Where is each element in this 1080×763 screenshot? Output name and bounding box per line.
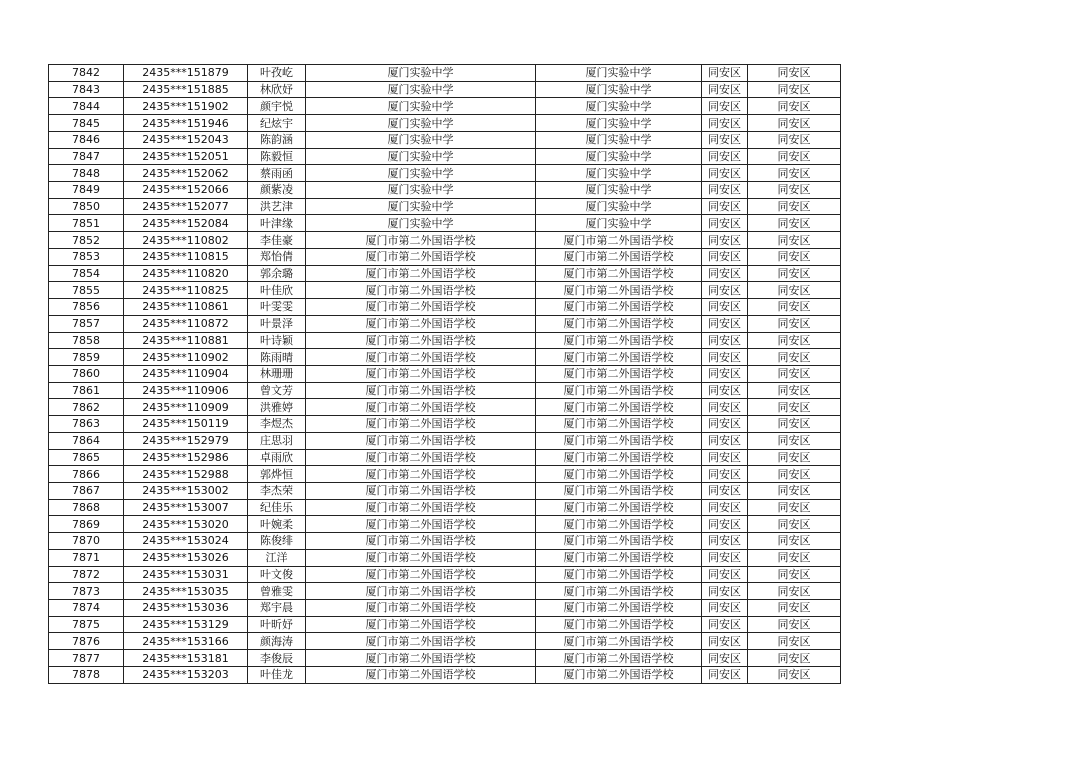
district-cell: 同安区 — [702, 148, 748, 165]
admitted-school-cell: 厦门市第二外国语学校 — [536, 282, 702, 299]
exam-id-cell: 2435***151885 — [124, 81, 248, 98]
school-cell: 厦门市第二外国语学校 — [306, 600, 536, 617]
district-cell: 同安区 — [702, 232, 748, 249]
district-cell: 同安区 — [702, 182, 748, 199]
admitted-school-cell: 厦门市第二外国语学校 — [536, 248, 702, 265]
registered-district-cell: 同安区 — [748, 533, 841, 550]
table-row — [49, 616, 841, 633]
row-number-cell: 7872 — [49, 566, 124, 583]
district-cell: 同安区 — [702, 449, 748, 466]
registered-district-cell: 同安区 — [748, 666, 841, 683]
table-row — [49, 365, 841, 382]
student-name-cell: 叶佳龙 — [248, 666, 306, 683]
registered-district-cell: 同安区 — [748, 549, 841, 566]
student-name-cell: 李杰荣 — [248, 482, 306, 499]
registered-district-cell: 同安区 — [748, 131, 841, 148]
student-name-cell: 叶津缘 — [248, 215, 306, 232]
school-cell: 厦门市第二外国语学校 — [306, 365, 536, 382]
admitted-school-cell: 厦门实验中学 — [536, 81, 702, 98]
registered-district-cell: 同安区 — [748, 65, 841, 82]
table-row — [49, 416, 841, 433]
district-cell: 同安区 — [702, 583, 748, 600]
registered-district-cell: 同安区 — [748, 299, 841, 316]
district-cell: 同安区 — [702, 566, 748, 583]
row-number-cell: 7855 — [49, 282, 124, 299]
row-number-cell: 7847 — [49, 148, 124, 165]
table-row — [49, 499, 841, 516]
student-name-cell: 陈雨晴 — [248, 349, 306, 366]
student-name-cell: 郑宇晨 — [248, 600, 306, 617]
exam-id-cell: 2435***153035 — [124, 583, 248, 600]
student-name-cell: 郭余璐 — [248, 265, 306, 282]
exam-id-cell: 2435***153024 — [124, 533, 248, 550]
student-name-cell: 曾雅雯 — [248, 583, 306, 600]
school-cell: 厦门市第二外国语学校 — [306, 449, 536, 466]
student-name-cell: 江洋 — [248, 549, 306, 566]
student-name-cell: 洪雅婷 — [248, 399, 306, 416]
row-number-cell: 7854 — [49, 265, 124, 282]
admitted-school-cell: 厦门市第二外国语学校 — [536, 416, 702, 433]
district-cell: 同安区 — [702, 215, 748, 232]
admitted-school-cell: 厦门实验中学 — [536, 131, 702, 148]
student-name-cell: 叶婉柔 — [248, 516, 306, 533]
exam-id-cell: 2435***110820 — [124, 265, 248, 282]
row-number-cell: 7853 — [49, 248, 124, 265]
district-cell: 同安区 — [702, 633, 748, 650]
exam-id-cell: 2435***110881 — [124, 332, 248, 349]
row-number-cell: 7877 — [49, 650, 124, 667]
admitted-school-cell: 厦门实验中学 — [536, 115, 702, 132]
admitted-school-cell: 厦门市第二外国语学校 — [536, 365, 702, 382]
admitted-school-cell: 厦门实验中学 — [536, 148, 702, 165]
row-number-cell: 7858 — [49, 332, 124, 349]
admitted-school-cell: 厦门实验中学 — [536, 98, 702, 115]
school-cell: 厦门市第二外国语学校 — [306, 432, 536, 449]
exam-id-cell: 2435***152084 — [124, 215, 248, 232]
student-name-cell: 蔡雨函 — [248, 165, 306, 182]
admitted-school-cell: 厦门市第二外国语学校 — [536, 399, 702, 416]
registered-district-cell: 同安区 — [748, 416, 841, 433]
table-row — [49, 265, 841, 282]
table-row — [49, 198, 841, 215]
admitted-school-cell: 厦门市第二外国语学校 — [536, 315, 702, 332]
exam-id-cell: 2435***110825 — [124, 282, 248, 299]
student-name-cell: 叶景泽 — [248, 315, 306, 332]
school-cell: 厦门市第二外国语学校 — [306, 466, 536, 483]
registered-district-cell: 同安区 — [748, 566, 841, 583]
registered-district-cell: 同安区 — [748, 98, 841, 115]
row-number-cell: 7851 — [49, 215, 124, 232]
student-name-cell: 陈韵涵 — [248, 131, 306, 148]
admitted-school-cell: 厦门实验中学 — [536, 182, 702, 199]
table-row — [49, 466, 841, 483]
row-number-cell: 7871 — [49, 549, 124, 566]
district-cell: 同安区 — [702, 416, 748, 433]
district-cell: 同安区 — [702, 600, 748, 617]
district-cell: 同安区 — [702, 666, 748, 683]
row-number-cell: 7845 — [49, 115, 124, 132]
exam-id-cell: 2435***110904 — [124, 365, 248, 382]
exam-id-cell: 2435***110909 — [124, 399, 248, 416]
table-row — [49, 583, 841, 600]
table-row — [49, 215, 841, 232]
district-cell: 同安区 — [702, 516, 748, 533]
student-name-cell: 李俊辰 — [248, 650, 306, 667]
school-cell: 厦门市第二外国语学校 — [306, 482, 536, 499]
district-cell: 同安区 — [702, 365, 748, 382]
exam-id-cell: 2435***152062 — [124, 165, 248, 182]
table-row — [49, 98, 841, 115]
row-number-cell: 7862 — [49, 399, 124, 416]
exam-id-cell: 2435***153181 — [124, 650, 248, 667]
admitted-school-cell: 厦门市第二外国语学校 — [536, 432, 702, 449]
exam-id-cell: 2435***153031 — [124, 566, 248, 583]
row-number-cell: 7843 — [49, 81, 124, 98]
registered-district-cell: 同安区 — [748, 282, 841, 299]
student-name-cell: 叶昕妤 — [248, 616, 306, 633]
row-number-cell: 7869 — [49, 516, 124, 533]
district-cell: 同安区 — [702, 466, 748, 483]
table-row — [49, 449, 841, 466]
row-number-cell: 7876 — [49, 633, 124, 650]
row-number-cell: 7859 — [49, 349, 124, 366]
registered-district-cell: 同安区 — [748, 182, 841, 199]
exam-id-cell: 2435***153036 — [124, 600, 248, 617]
student-name-cell: 郭烨恒 — [248, 466, 306, 483]
district-cell: 同安区 — [702, 533, 748, 550]
table-row — [49, 432, 841, 449]
table-row — [49, 81, 841, 98]
admitted-school-cell: 厦门市第二外国语学校 — [536, 583, 702, 600]
table-row — [49, 315, 841, 332]
admitted-school-cell: 厦门市第二外国语学校 — [536, 349, 702, 366]
exam-id-cell: 2435***152986 — [124, 449, 248, 466]
table-row — [49, 533, 841, 550]
school-cell: 厦门市第二外国语学校 — [306, 248, 536, 265]
row-number-cell: 7856 — [49, 299, 124, 316]
district-cell: 同安区 — [702, 98, 748, 115]
registered-district-cell: 同安区 — [748, 148, 841, 165]
district-cell: 同安区 — [702, 248, 748, 265]
district-cell: 同安区 — [702, 499, 748, 516]
school-cell: 厦门市第二外国语学校 — [306, 549, 536, 566]
registered-district-cell: 同安区 — [748, 482, 841, 499]
exam-id-cell: 2435***110802 — [124, 232, 248, 249]
district-cell: 同安区 — [702, 81, 748, 98]
registered-district-cell: 同安区 — [748, 449, 841, 466]
exam-id-cell: 2435***151879 — [124, 65, 248, 82]
admitted-school-cell: 厦门市第二外国语学校 — [536, 533, 702, 550]
district-cell: 同安区 — [702, 282, 748, 299]
row-number-cell: 7844 — [49, 98, 124, 115]
school-cell: 厦门市第二外国语学校 — [306, 399, 536, 416]
admitted-school-cell: 厦门实验中学 — [536, 165, 702, 182]
school-cell: 厦门市第二外国语学校 — [306, 332, 536, 349]
admitted-school-cell: 厦门市第二外国语学校 — [536, 265, 702, 282]
exam-id-cell: 2435***153007 — [124, 499, 248, 516]
district-cell: 同安区 — [702, 165, 748, 182]
row-number-cell: 7874 — [49, 600, 124, 617]
row-number-cell: 7865 — [49, 449, 124, 466]
table-row — [49, 650, 841, 667]
district-cell: 同安区 — [702, 549, 748, 566]
admitted-school-cell: 厦门市第二外国语学校 — [536, 449, 702, 466]
admitted-school-cell: 厦门市第二外国语学校 — [536, 549, 702, 566]
student-name-cell: 卓雨欣 — [248, 449, 306, 466]
exam-id-cell: 2435***152043 — [124, 131, 248, 148]
row-number-cell: 7864 — [49, 432, 124, 449]
table-row — [49, 65, 841, 82]
registered-district-cell: 同安区 — [748, 600, 841, 617]
school-cell: 厦门实验中学 — [306, 165, 536, 182]
school-cell: 厦门市第二外国语学校 — [306, 666, 536, 683]
admitted-school-cell: 厦门市第二外国语学校 — [536, 466, 702, 483]
student-name-cell: 曾文芳 — [248, 382, 306, 399]
student-name-cell: 颜宇悦 — [248, 98, 306, 115]
registered-district-cell: 同安区 — [748, 215, 841, 232]
row-number-cell: 7870 — [49, 533, 124, 550]
table-row — [49, 282, 841, 299]
district-cell: 同安区 — [702, 482, 748, 499]
district-cell: 同安区 — [702, 399, 748, 416]
school-cell: 厦门市第二外国语学校 — [306, 499, 536, 516]
district-cell: 同安区 — [702, 349, 748, 366]
row-number-cell: 7852 — [49, 232, 124, 249]
registered-district-cell: 同安区 — [748, 248, 841, 265]
student-name-cell: 陈毅恒 — [248, 148, 306, 165]
school-cell: 厦门市第二外国语学校 — [306, 533, 536, 550]
school-cell: 厦门实验中学 — [306, 215, 536, 232]
registered-district-cell: 同安区 — [748, 466, 841, 483]
table-row — [49, 115, 841, 132]
district-cell: 同安区 — [702, 115, 748, 132]
student-name-cell: 郑怡倩 — [248, 248, 306, 265]
exam-id-cell: 2435***153166 — [124, 633, 248, 650]
student-name-cell: 颜紫凌 — [248, 182, 306, 199]
district-cell: 同安区 — [702, 432, 748, 449]
registered-district-cell: 同安区 — [748, 332, 841, 349]
registered-district-cell: 同安区 — [748, 115, 841, 132]
admitted-school-cell: 厦门实验中学 — [536, 65, 702, 82]
registered-district-cell: 同安区 — [748, 81, 841, 98]
student-name-cell: 纪炫宇 — [248, 115, 306, 132]
student-name-cell: 叶文俊 — [248, 566, 306, 583]
admitted-school-cell: 厦门市第二外国语学校 — [536, 666, 702, 683]
district-cell: 同安区 — [702, 382, 748, 399]
table-row — [49, 633, 841, 650]
school-cell: 厦门实验中学 — [306, 115, 536, 132]
table-row — [49, 248, 841, 265]
row-number-cell: 7878 — [49, 666, 124, 683]
registered-district-cell: 同安区 — [748, 315, 841, 332]
row-number-cell: 7846 — [49, 131, 124, 148]
district-cell: 同安区 — [702, 315, 748, 332]
student-name-cell: 洪艺津 — [248, 198, 306, 215]
admitted-school-cell: 厦门实验中学 — [536, 215, 702, 232]
district-cell: 同安区 — [702, 616, 748, 633]
admission-table — [48, 64, 841, 684]
row-number-cell: 7868 — [49, 499, 124, 516]
exam-id-cell: 2435***110902 — [124, 349, 248, 366]
registered-district-cell: 同安区 — [748, 382, 841, 399]
admitted-school-cell: 厦门市第二外国语学校 — [536, 633, 702, 650]
table-row — [49, 232, 841, 249]
admitted-school-cell: 厦门市第二外国语学校 — [536, 482, 702, 499]
school-cell: 厦门实验中学 — [306, 81, 536, 98]
exam-id-cell: 2435***110861 — [124, 299, 248, 316]
school-cell: 厦门市第二外国语学校 — [306, 416, 536, 433]
admitted-school-cell: 厦门市第二外国语学校 — [536, 600, 702, 617]
registered-district-cell: 同安区 — [748, 349, 841, 366]
student-name-cell: 庄思羽 — [248, 432, 306, 449]
row-number-cell: 7861 — [49, 382, 124, 399]
registered-district-cell: 同安区 — [748, 616, 841, 633]
exam-id-cell: 2435***110906 — [124, 382, 248, 399]
table-row — [49, 482, 841, 499]
school-cell: 厦门实验中学 — [306, 65, 536, 82]
table-row — [49, 549, 841, 566]
school-cell: 厦门市第二外国语学校 — [306, 349, 536, 366]
table-row — [49, 148, 841, 165]
registered-district-cell: 同安区 — [748, 232, 841, 249]
table-row — [49, 566, 841, 583]
school-cell: 厦门市第二外国语学校 — [306, 282, 536, 299]
admitted-school-cell: 厦门市第二外国语学校 — [536, 332, 702, 349]
school-cell: 厦门实验中学 — [306, 182, 536, 199]
exam-id-cell: 2435***152077 — [124, 198, 248, 215]
school-cell: 厦门市第二外国语学校 — [306, 232, 536, 249]
school-cell: 厦门市第二外国语学校 — [306, 650, 536, 667]
table-row — [49, 182, 841, 199]
admitted-school-cell: 厦门实验中学 — [536, 198, 702, 215]
table-row — [49, 399, 841, 416]
school-cell: 厦门市第二外国语学校 — [306, 299, 536, 316]
row-number-cell: 7857 — [49, 315, 124, 332]
exam-id-cell: 2435***110872 — [124, 315, 248, 332]
student-name-cell: 叶孜屹 — [248, 65, 306, 82]
table-body — [49, 65, 841, 684]
exam-id-cell: 2435***152051 — [124, 148, 248, 165]
row-number-cell: 7849 — [49, 182, 124, 199]
student-name-cell: 李佳豪 — [248, 232, 306, 249]
registered-district-cell: 同安区 — [748, 633, 841, 650]
row-number-cell: 7850 — [49, 198, 124, 215]
registered-district-cell: 同安区 — [748, 432, 841, 449]
district-cell: 同安区 — [702, 131, 748, 148]
table-row — [49, 600, 841, 617]
school-cell: 厦门市第二外国语学校 — [306, 382, 536, 399]
school-cell: 厦门实验中学 — [306, 98, 536, 115]
registered-district-cell: 同安区 — [748, 583, 841, 600]
registered-district-cell: 同安区 — [748, 265, 841, 282]
exam-id-cell: 2435***152979 — [124, 432, 248, 449]
table-row — [49, 165, 841, 182]
student-name-cell: 颜海涛 — [248, 633, 306, 650]
student-name-cell: 叶诗颖 — [248, 332, 306, 349]
table-row — [49, 516, 841, 533]
table-row — [49, 131, 841, 148]
row-number-cell: 7867 — [49, 482, 124, 499]
exam-id-cell: 2435***152988 — [124, 466, 248, 483]
district-cell: 同安区 — [702, 299, 748, 316]
school-cell: 厦门市第二外国语学校 — [306, 583, 536, 600]
student-name-cell: 纪佳乐 — [248, 499, 306, 516]
district-cell: 同安区 — [702, 650, 748, 667]
registered-district-cell: 同安区 — [748, 365, 841, 382]
table-row — [49, 299, 841, 316]
exam-id-cell: 2435***150119 — [124, 416, 248, 433]
school-cell: 厦门实验中学 — [306, 198, 536, 215]
exam-id-cell: 2435***153203 — [124, 666, 248, 683]
exam-id-cell: 2435***110815 — [124, 248, 248, 265]
row-number-cell: 7873 — [49, 583, 124, 600]
school-cell: 厦门市第二外国语学校 — [306, 315, 536, 332]
registered-district-cell: 同安区 — [748, 165, 841, 182]
student-name-cell: 叶佳欣 — [248, 282, 306, 299]
district-cell: 同安区 — [702, 65, 748, 82]
school-cell: 厦门市第二外国语学校 — [306, 616, 536, 633]
table-row — [49, 349, 841, 366]
table-row — [49, 666, 841, 683]
row-number-cell: 7875 — [49, 616, 124, 633]
exam-id-cell: 2435***151902 — [124, 98, 248, 115]
row-number-cell: 7860 — [49, 365, 124, 382]
exam-id-cell: 2435***153020 — [124, 516, 248, 533]
registered-district-cell: 同安区 — [748, 516, 841, 533]
district-cell: 同安区 — [702, 265, 748, 282]
admitted-school-cell: 厦门市第二外国语学校 — [536, 299, 702, 316]
table-row — [49, 382, 841, 399]
registered-district-cell: 同安区 — [748, 399, 841, 416]
student-name-cell: 李煜杰 — [248, 416, 306, 433]
admitted-school-cell: 厦门市第二外国语学校 — [536, 499, 702, 516]
registered-district-cell: 同安区 — [748, 650, 841, 667]
admitted-school-cell: 厦门市第二外国语学校 — [536, 516, 702, 533]
row-number-cell: 7848 — [49, 165, 124, 182]
student-name-cell: 陈俊绯 — [248, 533, 306, 550]
registered-district-cell: 同安区 — [748, 198, 841, 215]
row-number-cell: 7866 — [49, 466, 124, 483]
row-number-cell: 7863 — [49, 416, 124, 433]
school-cell: 厦门实验中学 — [306, 131, 536, 148]
row-number-cell: 7842 — [49, 65, 124, 82]
admitted-school-cell: 厦门市第二外国语学校 — [536, 650, 702, 667]
school-cell: 厦门市第二外国语学校 — [306, 265, 536, 282]
student-name-cell: 林欣妤 — [248, 81, 306, 98]
exam-id-cell: 2435***153026 — [124, 549, 248, 566]
table-row — [49, 332, 841, 349]
admitted-school-cell: 厦门市第二外国语学校 — [536, 232, 702, 249]
student-name-cell: 叶雯雯 — [248, 299, 306, 316]
school-cell: 厦门市第二外国语学校 — [306, 633, 536, 650]
school-cell: 厦门实验中学 — [306, 148, 536, 165]
student-name-cell: 林珊珊 — [248, 365, 306, 382]
admitted-school-cell: 厦门市第二外国语学校 — [536, 566, 702, 583]
school-cell: 厦门市第二外国语学校 — [306, 516, 536, 533]
admitted-school-cell: 厦门市第二外国语学校 — [536, 616, 702, 633]
district-cell: 同安区 — [702, 332, 748, 349]
exam-id-cell: 2435***153002 — [124, 482, 248, 499]
exam-id-cell: 2435***151946 — [124, 115, 248, 132]
district-cell: 同安区 — [702, 198, 748, 215]
school-cell: 厦门市第二外国语学校 — [306, 566, 536, 583]
exam-id-cell: 2435***153129 — [124, 616, 248, 633]
registered-district-cell: 同安区 — [748, 499, 841, 516]
admitted-school-cell: 厦门市第二外国语学校 — [536, 382, 702, 399]
exam-id-cell: 2435***152066 — [124, 182, 248, 199]
